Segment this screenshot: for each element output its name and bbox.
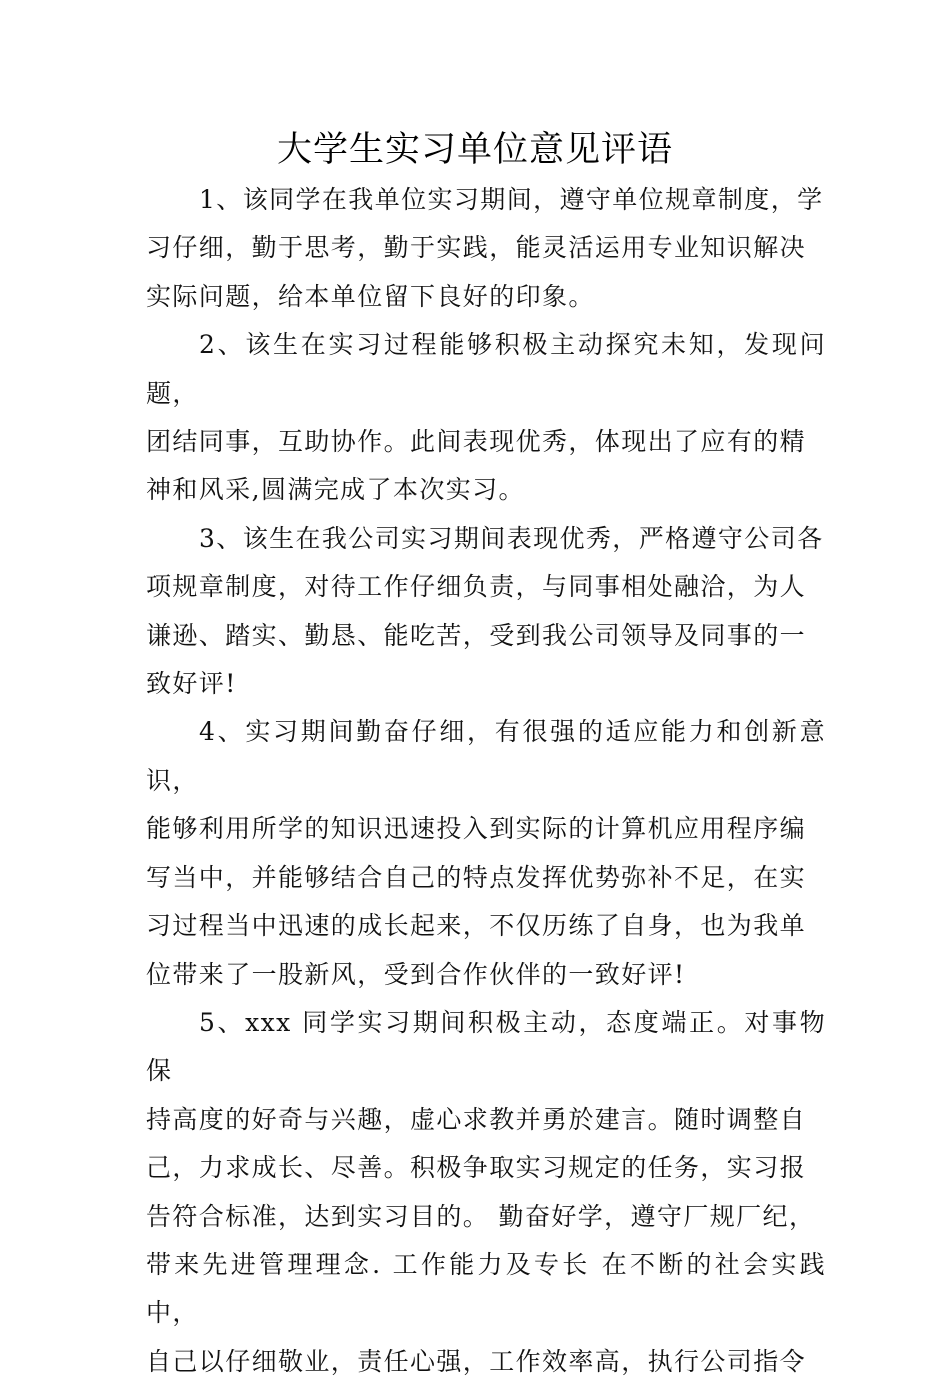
paragraph-line: 实际问题，给本单位留下良好的印象。 <box>146 281 595 311</box>
paragraph-3 <box>146 515 826 709</box>
paragraph-line: 能够利用所学的知识迅速投入到实际的计算机应用程序编 <box>146 814 807 844</box>
paragraph-line: 4、实习期间勤奋仔细，有很强的适应能力和创新意识， <box>146 717 826 795</box>
paragraph-line: 谦逊、踏实、勤恳、能吃苦，受到我公司领导及同事的一 <box>146 620 807 650</box>
paragraph-line: 习仔细，勤于思考，勤于实践，能灵活运用专业知识解决 <box>146 233 807 263</box>
paragraph-line: 位带来了一股新风，受到合作伙伴的一致好评! <box>146 959 686 989</box>
paragraph-5 <box>146 999 826 1386</box>
paragraph-line: 1、该同学在我单位实习期间，遵守单位规章制度，学 <box>199 185 824 214</box>
paragraph-line: 2、该生在实习过程能够积极主动探究未知，发现问题， <box>146 330 826 408</box>
paragraph-line: 自己以仔细敬业，责任心强，工作效率高，执行公司指令 <box>146 1346 807 1376</box>
paragraph-line: 写当中，并能够结合自己的特点发挥优势弥补不足，在实 <box>146 862 807 892</box>
paragraph-line: 己，力求成长、尽善。积极争取实习规定的任务，实习报 <box>146 1153 807 1183</box>
paragraph-line: 习过程当中迅速的成长起来，不仅历练了自身，也为我单 <box>146 911 807 941</box>
paragraph-line: 致好评! <box>146 669 237 699</box>
document-body <box>146 176 826 1386</box>
paragraph-line: 带来先进管理理念. 工作能力及专长 在不断的社会实践中， <box>146 1249 826 1328</box>
paragraph-4 <box>146 708 826 998</box>
page-title: 大学生实习单位意见评语 <box>276 130 673 170</box>
paragraph-line: 神和风采,圆满完成了本次实习。 <box>146 475 525 505</box>
paragraph-line: 5、xxx 同学实习期间积极主动，态度端正。对事物保 <box>146 1007 826 1086</box>
paragraph-line: 项规章制度，对待工作仔细负责，与同事相处融洽，为人 <box>146 572 807 602</box>
paragraph-line: 持高度的好奇与兴趣，虚心求教并勇於建言。随时调整自 <box>146 1104 807 1134</box>
paragraph-1 <box>146 176 826 321</box>
paragraph-line: 告符合标准，达到实习目的。 勤奋好学，遵守厂规厂纪， <box>146 1201 816 1231</box>
paragraph-2 <box>146 321 826 515</box>
paragraph-line: 团结同事，互助协作。此间表现优秀，体现出了应有的精 <box>146 427 807 457</box>
paragraph-line: 3、该生在我公司实习期间表现优秀，严格遵守公司各 <box>199 523 824 553</box>
